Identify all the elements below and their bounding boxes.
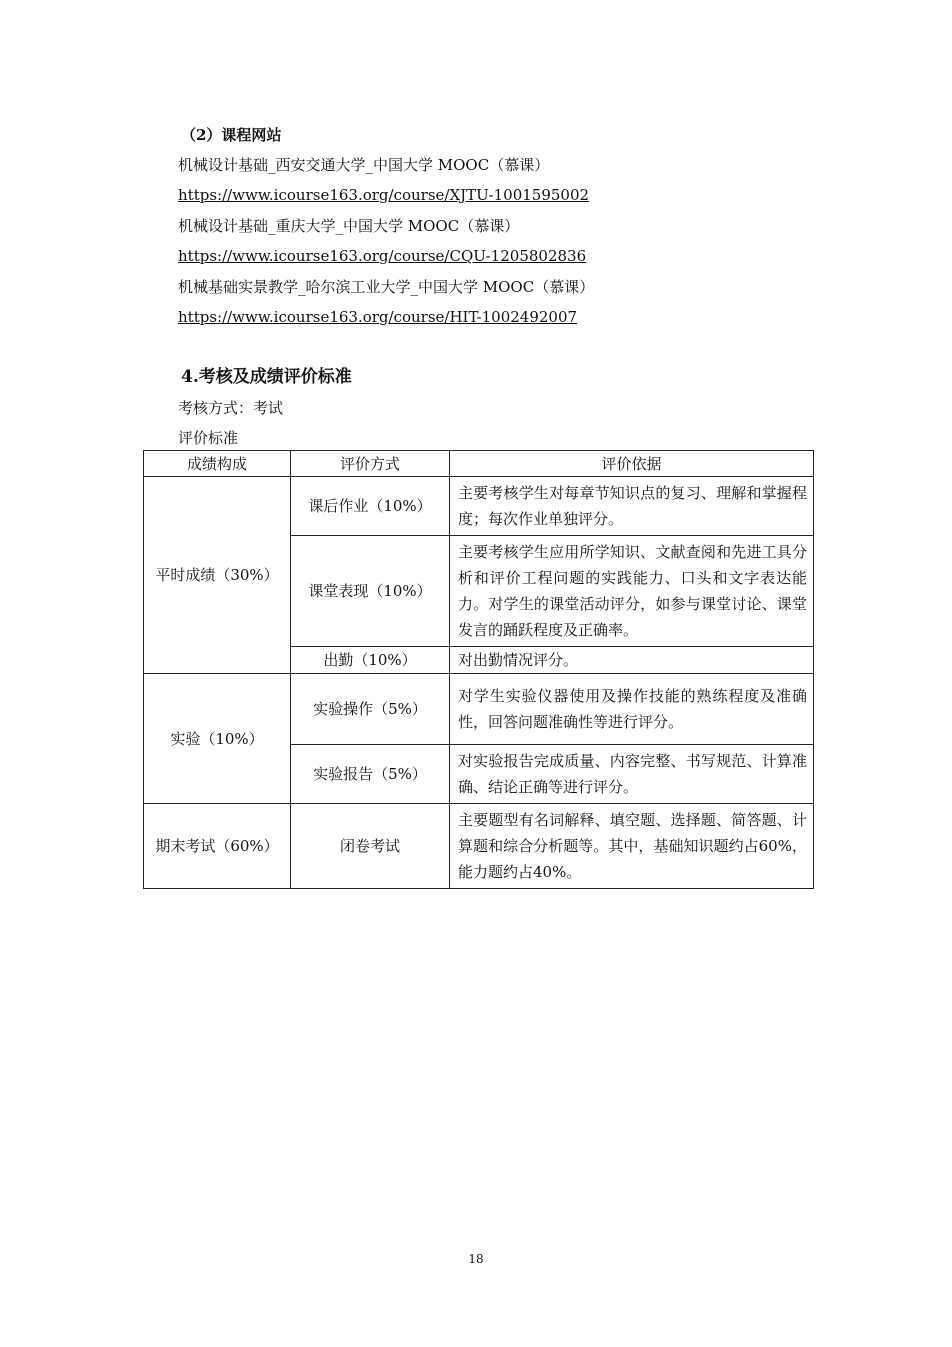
assessment-method: 考核方式：考试	[178, 399, 284, 417]
method-cell: 实验报告（5%）	[291, 745, 450, 804]
method-cell: 闭卷考试	[291, 804, 450, 889]
table-row	[144, 477, 814, 536]
course-link[interactable]: https://www.icourse163.org/course/XJTU-1001595002	[178, 186, 590, 204]
basis-cell: 对出勤情况评分。	[450, 647, 814, 674]
assessment-heading: 4.考核及成绩评价标准	[181, 367, 352, 387]
basis-cell: 对学生实验仪器使用及操作技能的熟练程度及准确性，回答问题准确性等进行评分。	[450, 674, 814, 745]
basis-cell: 对实验报告完成质量、内容完整、书写规范、计算准确、结论正确等进行评分。	[450, 745, 814, 804]
header-method: 评价方式	[291, 451, 450, 477]
criteria-label: 评价标准	[178, 429, 239, 447]
table-row	[144, 804, 814, 889]
method-cell: 实验操作（5%）	[291, 674, 450, 745]
method-cell: 课堂表现（10%）	[291, 536, 450, 647]
table-row	[144, 674, 814, 745]
header-basis: 评价依据	[450, 451, 814, 477]
page-number: 18	[468, 1252, 484, 1266]
course-link[interactable]: https://www.icourse163.org/course/CQU-1205802836	[178, 247, 587, 265]
method-cell: 课后作业（10%）	[291, 477, 450, 536]
table-header-row	[144, 451, 814, 477]
header-component: 成绩构成	[144, 451, 291, 477]
component-cell: 实验（10%）	[144, 674, 291, 804]
course-name: 机械设计基础_西安交通大学_中国大学 MOOC（慕课）	[178, 156, 550, 174]
course-link[interactable]: https://www.icourse163.org/course/HIT-1002492007	[178, 308, 578, 326]
grading-table	[143, 450, 814, 889]
website-heading: （2）课程网站	[181, 126, 282, 144]
component-cell: 期末考试（60%）	[144, 804, 291, 889]
course-name: 机械基础实景教学_哈尔滨工业大学_中国大学 MOOC（慕课）	[178, 278, 595, 296]
basis-cell: 主要考核学生对每章节知识点的复习、理解和掌握程度；每次作业单独评分。	[450, 477, 814, 536]
method-cell: 出勤（10%）	[291, 647, 450, 674]
basis-cell: 主要题型有名词解释、填空题、选择题、简答题、计算题和综合分析题等。其中，基础知识题约占60%，能力题约占40%。	[450, 804, 814, 889]
basis-cell: 主要考核学生应用所学知识、文献查阅和先进工具分析和评价工程问题的实践能力、口头和文字表达能力。对学生的课堂活动评分，如参与课堂讨论、课堂发言的踊跃程度及正确率。	[450, 536, 814, 647]
course-name: 机械设计基础_重庆大学_中国大学 MOOC（慕课）	[178, 217, 520, 235]
component-cell: 平时成绩（30%）	[144, 477, 291, 674]
